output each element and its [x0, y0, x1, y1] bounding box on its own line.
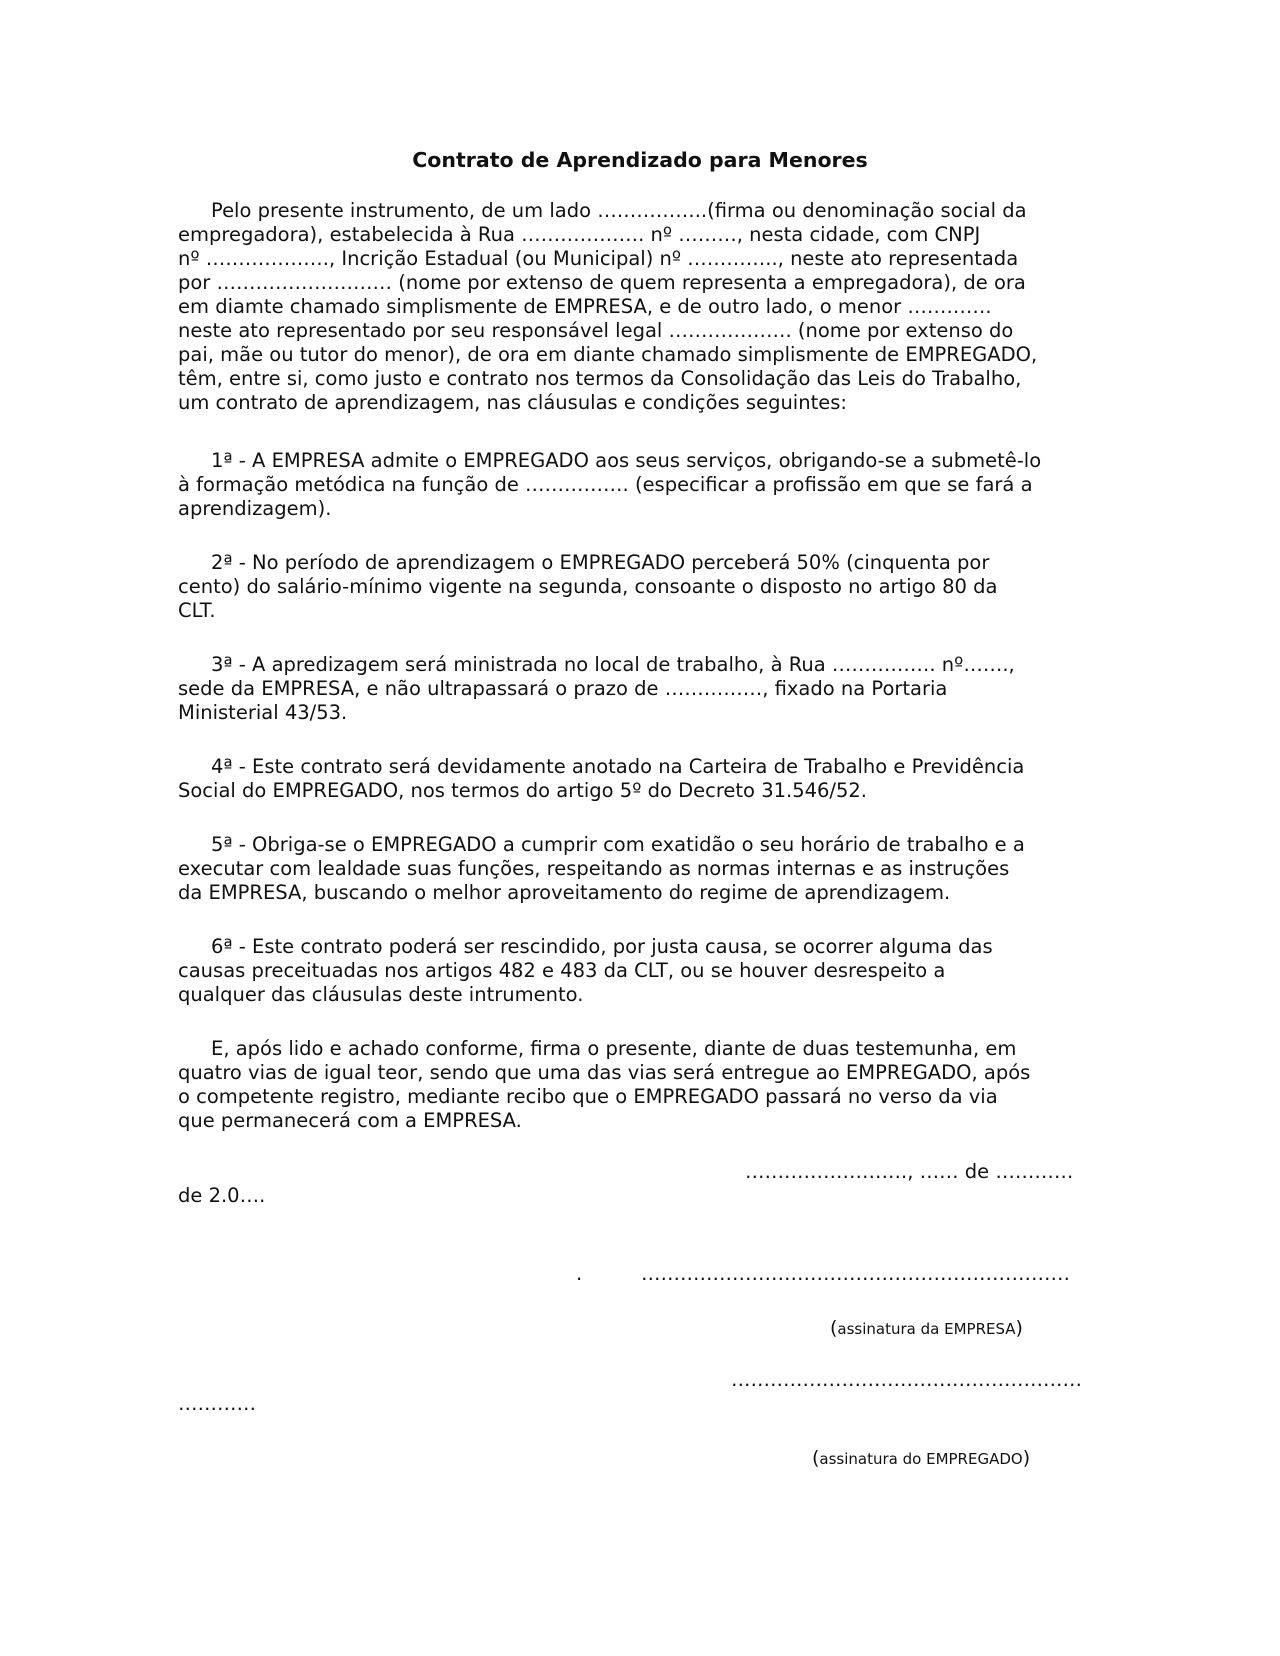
closing-line: E, após lido e achado conforme, firma o presente, diante de duas testemunha, em	[211, 1037, 1017, 1060]
signature-dot: .	[576, 1262, 583, 1285]
closing-line: o competente registro, mediante recibo que o EMPREGADO passará no verso da via	[178, 1085, 998, 1108]
employee-signature-text: assinatura do EMPREGADO	[819, 1450, 1023, 1468]
paren-close: )	[1015, 1317, 1023, 1339]
date-year-line: de 2.0….	[178, 1184, 266, 1207]
intro-line: pai, mãe ou tutor do menor), de ora em diante chamado simplismente de EMPREGADO,	[178, 343, 1038, 366]
intro-line: empregadora), estabelecida à Rua ………………. nº ………, nesta cidade, com CNPJ	[178, 223, 981, 246]
intro-line: têm, entre si, como justo e contrato nos termos da Consolidação das Leis do Trabalho,	[178, 367, 1022, 390]
company-signature-line: …………………………………………………………	[641, 1262, 1070, 1285]
intro-line: Pelo presente instrumento, de um lado ……………..(firma ou denominação social da	[211, 199, 1027, 222]
paren-close: )	[1022, 1447, 1031, 1469]
intro-line: um contrato de aprendizagem, nas cláusulas e condições seguintes:	[178, 391, 847, 414]
company-signature-text: assinatura da EMPRESA	[837, 1320, 1016, 1338]
clause-4-line: Social do EMPREGADO, nos termos do artigo 5º do Decreto 31.546/52.	[178, 779, 868, 802]
clause-6-line: causas preceituadas nos artigos 482 e 483 da CLT, ou se houver desrespeito a	[178, 959, 946, 982]
clause-1-line: aprendizagem).	[178, 497, 332, 520]
clause-2-line: cento) do salário-mínimo vigente na segunda, consoante o disposto no artigo 80 da	[178, 575, 998, 598]
clause-3-line: sede da EMPRESA, e não ultrapassará o prazo de ……………, fixado na Portaria	[178, 677, 948, 700]
intro-line: em diamte chamado simplismente de EMPRESA, e de outro lado, o menor ………….	[178, 295, 992, 318]
intro-line: neste ato representado por seu responsável legal ………………. (nome por extenso do	[178, 319, 1014, 342]
clause-6-line: 6ª - Este contrato poderá ser rescindido, por justa causa, se ocorrer alguma das	[211, 935, 993, 958]
paren-open: (	[830, 1317, 838, 1339]
employee-signature-label	[812, 1446, 1030, 1471]
clause-3-line: 3ª - A apredizagem será ministrada no local de trabalho, à Rua ……………. nº…….,	[211, 653, 1015, 676]
clause-3-line: Ministerial 43/53.	[178, 701, 348, 724]
document-title: Contrato de Aprendizado para Menores	[412, 148, 868, 172]
clause-4-line: 4ª - Este contrato será devidamente anotado na Carteira de Trabalho e Previdência	[211, 755, 1025, 778]
employee-signature-line-cont: …………	[178, 1392, 256, 1415]
clause-5-line: executar com lealdade suas funções, respeitando as normas internas e as instruções	[178, 857, 1010, 880]
intro-line: nº ………………., Incrição Estadual (ou Municipal) nº ………….., neste ato representada	[178, 247, 1019, 270]
clause-5-line: 5ª - Obriga-se o EMPREGADO a cumprir com exatidão o seu horário de trabalho e a	[211, 833, 1025, 856]
clause-5-line: da EMPRESA, buscando o melhor aproveitamento do regime de aprendizagem.	[178, 881, 951, 904]
closing-line: quatro vias de igual teor, sendo que uma das vias será entregue ao EMPREGADO, após	[178, 1061, 1031, 1084]
clause-6-line: qualquer das cláusulas deste intrumento.	[178, 983, 584, 1006]
employee-signature-line: ………………………………………………	[731, 1368, 1082, 1391]
paren-open: (	[812, 1447, 820, 1469]
date-line: ……………………., …… de …………	[745, 1160, 1074, 1183]
clause-1-line: à formação metódica na função de ……………. (especificar a profissão em que se fará a	[178, 473, 1033, 496]
closing-line: que permanecerá com a EMPRESA.	[178, 1109, 522, 1132]
company-signature-label	[830, 1316, 1023, 1341]
clause-1-line: 1ª - A EMPRESA admite o EMPREGADO aos seus serviços, obrigando-se a submetê-lo	[211, 449, 1042, 472]
clause-2-line: 2ª - No período de aprendizagem o EMPREGADO perceberá 50% (cinquenta por	[211, 551, 990, 574]
clause-2-line: CLT.	[178, 599, 216, 622]
intro-line: por ……………………… (nome por extenso de quem representa a empregadora), de ora	[178, 271, 1026, 294]
